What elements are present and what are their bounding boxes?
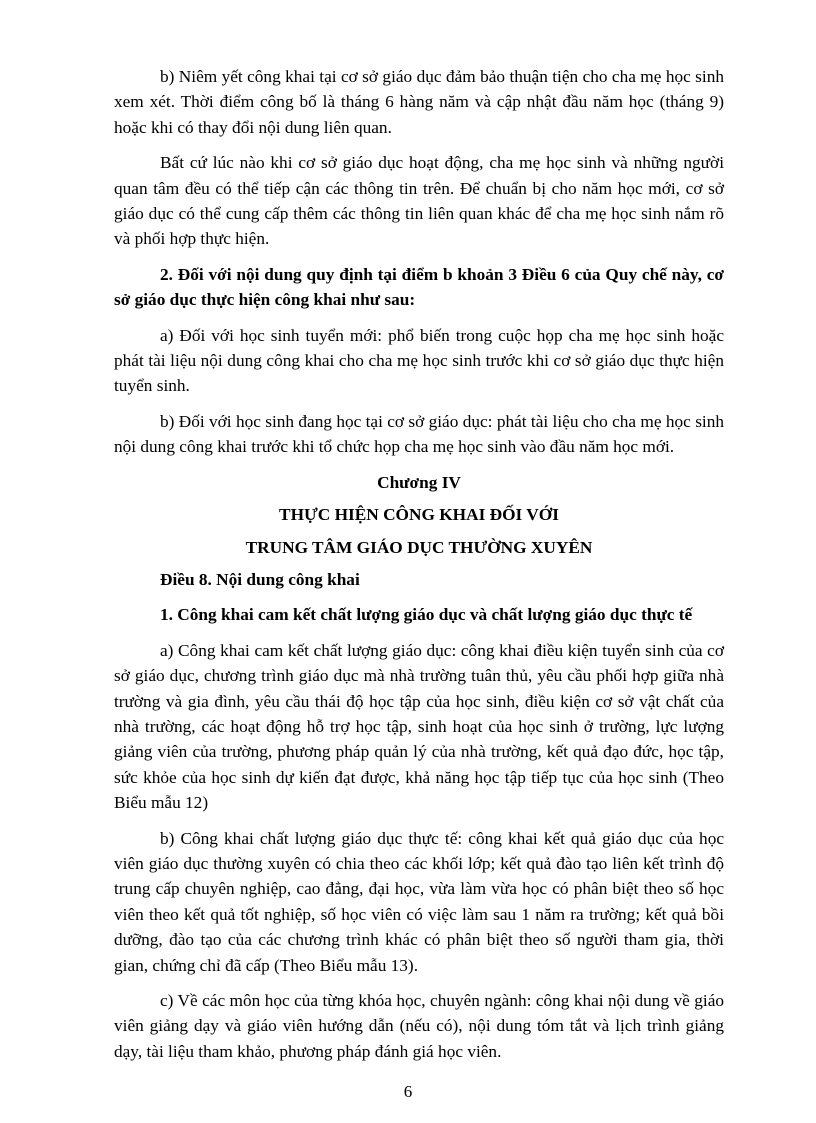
chapter-label: Chương IV (377, 472, 461, 492)
article-heading: Điều 8. Nội dung công khai (160, 569, 360, 589)
section-heading-1: 1. Công khai cam kết chất lượng giáo dục và chất lượng giáo dục thực tế (160, 605, 693, 625)
paragraph-1b-quality: b) Công khai chất lượng giáo dục thực tế: công khai kết quả giáo dục của học viên giáo dục thường xuyên có chia theo các khối lớp; kết quả đào tạo liên kết trình độ trung cấp chuyên nghiệp, cao đẳng, đại học, vừa làm vừa học có phân biệt theo số học viên theo kết quả tốt nghiệp, số học viên có việc làm sau 1 năm ra trường; kết quả bồi dưỡng, đào tạo của các chương trình khác có phân biệt theo số người tham gia, thời gian, chứng chỉ đã cấp (Theo Biểu mẫu 13). (114, 828, 724, 975)
paragraph-1a: a) Công khai cam kết chất lượng giáo dục: công khai điều kiện tuyển sinh của cơ sở giáo dục, chương trình giáo dục mà nhà trường tuân thủ, yêu cầu phối hợp giữa nhà trường và gia đình, yêu cầu thái độ học tập của học sinh, điều kiện cơ sở vật chất của nhà trường, các hoạt động hỗ trợ học tập, sinh hoạt của học sinh ở trường, lực lượng giảng viên của trường, phương pháp quản lý của nhà trường, kết quả đạo đức, học tập, sức khỏe của học sinh dự kiến đạt được, khả năng học tập tiếp tục của học sinh (Theo Biểu mẫu 12) (114, 640, 724, 813)
paragraph-2b: b) Đối với học sinh đang học tại cơ sở giáo dục: phát tài liệu cho cha mẹ học sinh nội dung công khai trước khi tổ chức họp cha mẹ học sinh vào đầu năm học mới. (114, 411, 724, 457)
paragraph-1b: b) Niêm yết công khai tại cơ sở giáo dục đảm bảo thuận tiện cho cha mẹ học sinh xem xét. Thời điểm công bố là tháng 6 hàng năm và cập nhật đầu năm học (tháng 9) hoặc khi có thay đổi nội dung liên quan. (114, 67, 724, 137)
section-heading-2: 2. Đối với nội dung quy định tại điểm b khoản 3 Điều 6 của Quy chế này, cơ sở giáo dục thực hiện công khai như sau: (114, 264, 724, 310)
paragraph-access: Bất cứ lúc nào khi cơ sở giáo dục hoạt động, cha mẹ học sinh và những người quan tâm đều có thể tiếp cận các thông tin trên. Để chuẩn bị cho năm học mới, cơ sở giáo dục có thể cung cấp thêm các thông tin liên quan khác để cha mẹ học sinh nắm rõ và phối hợp thực hiện. (114, 153, 724, 249)
chapter-title-line-1: THỰC HIỆN CÔNG KHAI ĐỐI VỚI (279, 505, 559, 525)
paragraph-2a: a) Đối với học sinh tuyển mới: phổ biến trong cuộc họp cha mẹ học sinh hoặc phát tài liệu nội dung công khai cho cha mẹ học sinh trước khi cơ sở giáo dục thực hiện tuyển sinh. (114, 325, 724, 396)
page-number: 6 (403, 1082, 413, 1101)
document-page (114, 64, 724, 1074)
chapter-title-line-2: TRUNG TÂM GIÁO DỤC THƯỜNG XUYÊN (245, 537, 593, 557)
paragraph-1c: c) Về các môn học của từng khóa học, chuyên ngành: công khai nội dung về giáo viên giảng dạy và giáo viên hướng dẫn (nếu có), nội dung tóm tắt và lịch trình giảng dạy, tài liệu tham khảo, phương pháp đánh giá học viên. (114, 991, 724, 1061)
